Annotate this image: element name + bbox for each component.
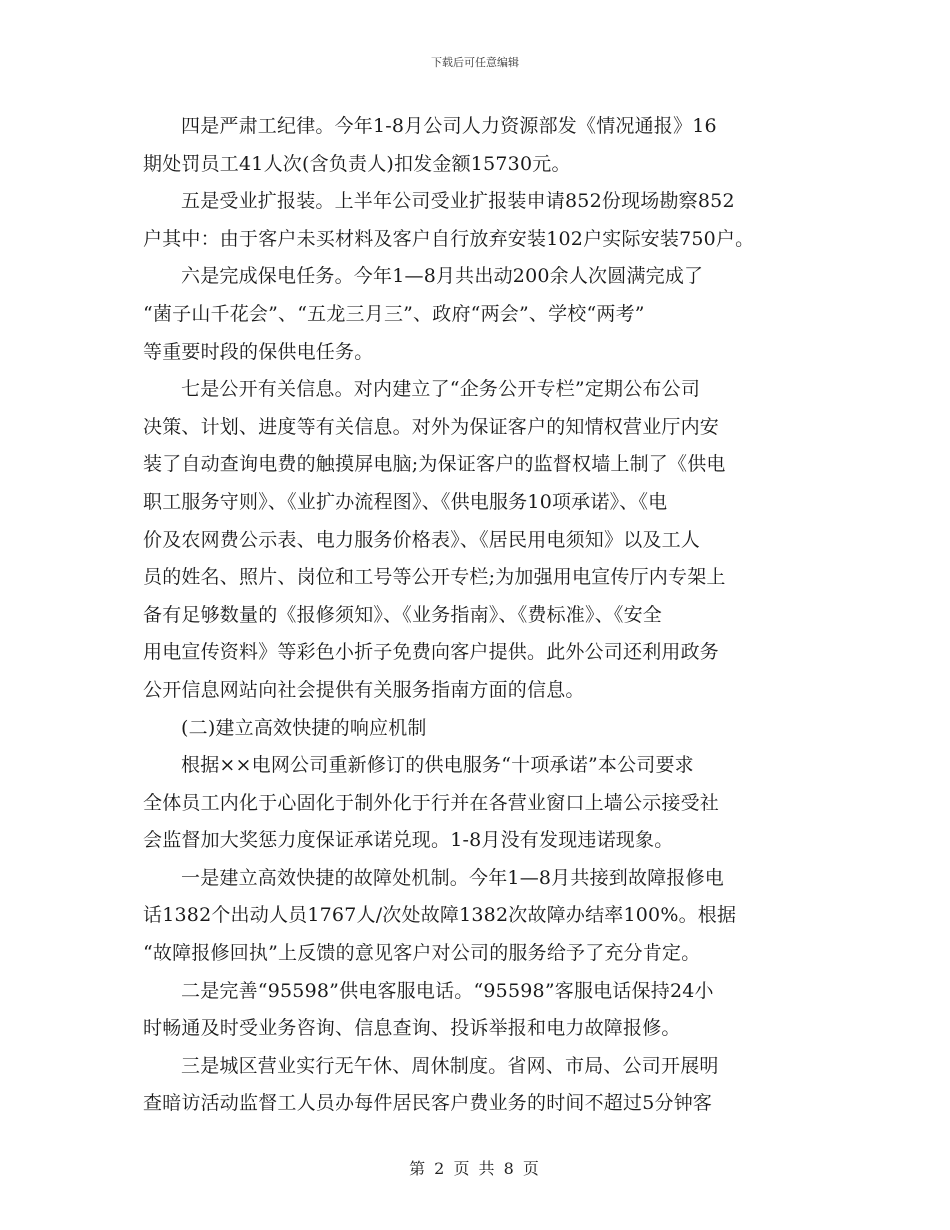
header-note: 下载后可任意编辑 (431, 56, 519, 69)
text-line: 价及农网费公示表、电力服务价格表》、《居民用电须知》以及工人 (143, 528, 701, 551)
text-line: 户其中：由于客户未买材料及客户自行放弃安装102户实际安装750户。 (143, 227, 755, 250)
text-line: 一是建立高效快捷的故障处机制。今年1—8月共接到故障报修电 (181, 866, 724, 889)
text-line: 员的姓名、照片、岗位和工号等公开专栏;为加强用电宣传厅内专架上 (143, 566, 726, 589)
text-line: 会监督加大奖惩力度保证承诺兑现。1-8月没有发现违诺现象。 (143, 829, 674, 852)
text-line: 全体员工内化于心固化于制外化于行并在各营业窗口上墙公示接受社 (143, 791, 720, 814)
text-line: “菌子山千花会”、“五龙三月三”、政府“两会”、学校“两考” (143, 302, 645, 325)
text-line: 五是受业扩报装。上半年公司受业扩报装申请852份现场勘察852 (181, 190, 735, 213)
text-line: “故障报修回执”上反馈的意见客户对公司的服务给予了充分肯定。 (143, 942, 701, 965)
text-line: 时畅通及时受业务咨询、信息查询、投诉举报和电力故障报修。 (143, 1017, 681, 1040)
text-line: 等重要时段的保供电任务。 (143, 340, 374, 363)
text-line: 二是完善“95598”供电客服电话。“95598”客服电话保持24小 (181, 979, 714, 1002)
text-line: 备有足够数量的《报修须知》、《业务指南》、《费标准》、《安全 (143, 603, 663, 626)
document-body (143, 108, 813, 1123)
page-number: 第 2 页 共 8 页 (409, 1159, 541, 1178)
text-line: 七是公开有关信息。对内建立了“企务公开专栏”定期公布公司 (181, 378, 701, 401)
text-line: 职工服务守则》、《业扩办流程图》、《供电服务10项承诺》、《电 (143, 490, 668, 513)
text-line: 期处罚员工41人次(含负责人)扣发金额15730元。 (143, 152, 571, 175)
text-line: 决策、计划、进度等有关信息。对外为保证客户的知情权营业厅内安 (143, 415, 720, 438)
text-line: 六是完成保电任务。今年1—8月共出动200余人次圆满完成了 (181, 265, 704, 288)
text-line: 查暗访活动监督工人员办每件居民客户费业务的时间不超过5分钟客 (143, 1092, 713, 1115)
text-line: 四是严肃工纪律。今年1-8月公司人力资源部发《情况通报》16 (181, 115, 717, 137)
text-line: 根据××电网公司重新修订的供电服务“十项承诺”本公司要求 (181, 754, 694, 777)
text-line: 话1382个出动人员1767人/次处故障1382次故障办结率100%。根据 (143, 904, 737, 927)
text-line: 公开信息网站向社会提供有关服务指南方面的信息。 (143, 678, 585, 701)
text-line: 用电宣传资料》等彩色小折子免费向客户提供。此外公司还利用政务 (143, 641, 720, 664)
section-heading: (二)建立高效快捷的响应机制 (181, 716, 427, 739)
text-line: 装了自动查询电费的触摸屏电脑;为保证客户的监督权墙上制了《供电 (143, 453, 726, 476)
text-line: 三是城区营业实行无午休、周休制度。省网、市局、公司开展明 (181, 1054, 719, 1077)
